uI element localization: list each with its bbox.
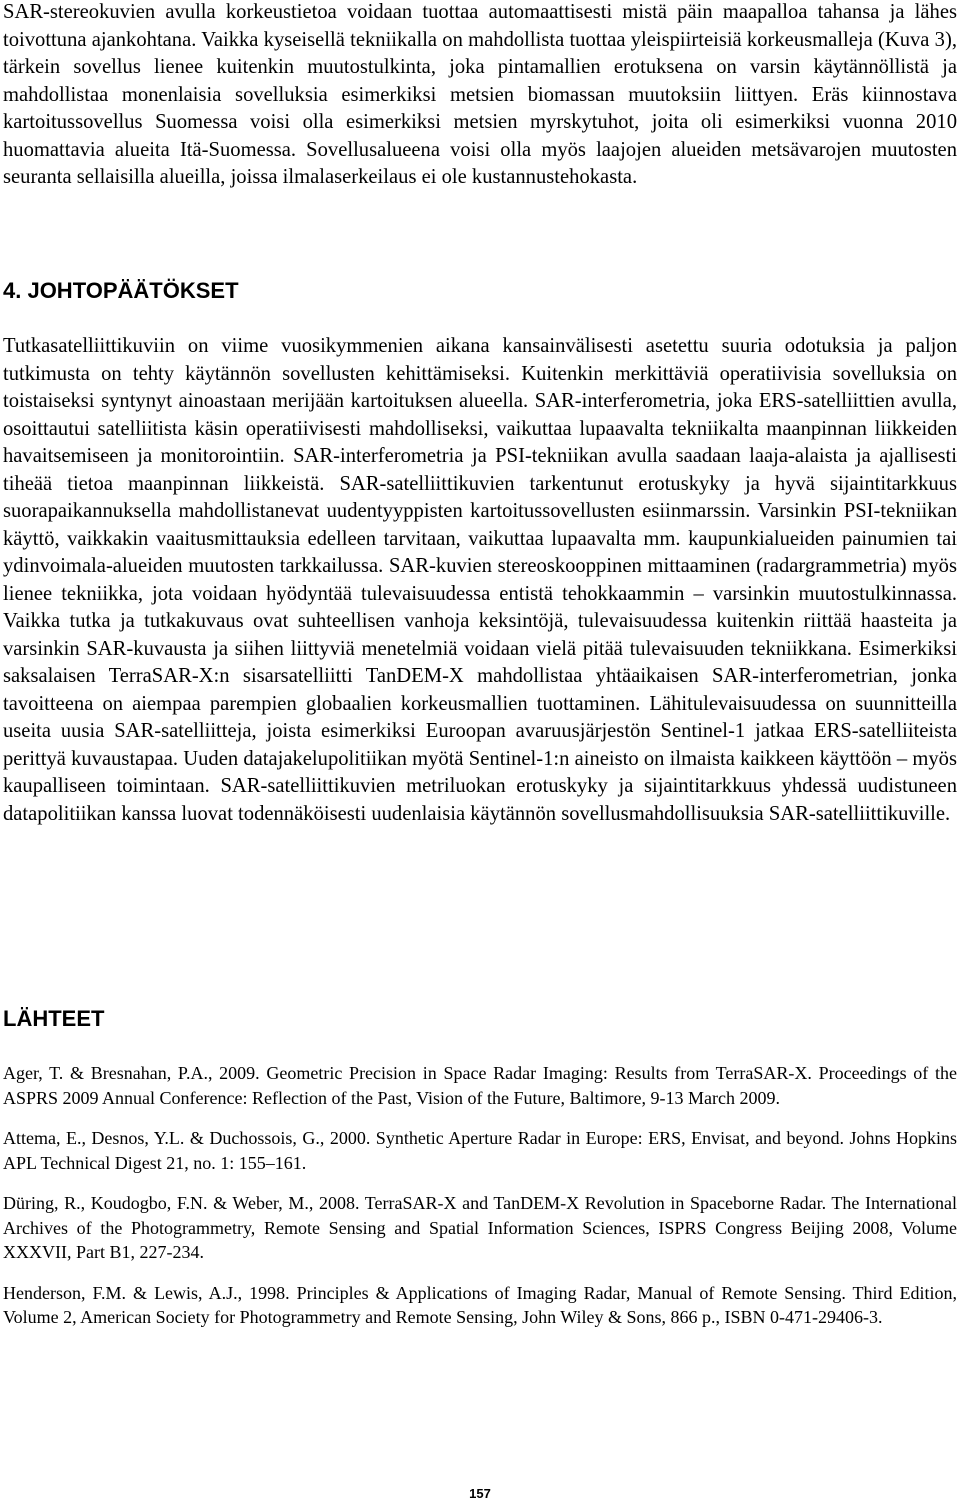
intro-paragraph: SAR-stereokuvien avulla korkeustietoa voidaan tuottaa automaattisesti mistä päin maapalloa tahansa ja lähes toivottuna ajankohtana. Vaikka kyseisellä tekniikalla on mahdollista tuottaa yleispiirteisiä korkeusmalleja (Kuva 3), tärkein sovellus lienee kuitenkin muutostulkinta, joka pintamallien erotuksena on varsin käytännöllistä ja mahdollistaa monenlaisia sovelluksia esimerkiksi metsien biomassan muutoksiin liittyen. Eräs kiinnostava kartoitussovellus Suomessa voisi olla esimerkiksi metsien myrskytuhot, joita oli esimerkiksi vuonna 2010 huomattavia alueita Itä-Suomessa. Sovellusalueena voisi olla myös laajojen alueiden metsävarojen muutosten seuranta sellaisilla alueilla, joissa ilmalaserkeilaus ei ole kustannustehokasta. (3, 1, 957, 188)
references-list (3, 1061, 957, 1346)
reference-item: Düring, R., Koudogbo, F.N. & Weber, M., 2008. TerraSAR-X and TanDEM-X Revolution in Spaceborne Radar. The International Archives of the Photogrammetry, Remote Sensing and Spatial Information Sciences, ISPRS Congress Beijing 2008, Volume XXXVII, Part B1, 227-234. (3, 1193, 957, 1262)
reference-item: Attema, E., Desnos, Y.L. & Duchossois, G., 2000. Synthetic Aperture Radar in Europe: ERS, Envisat, and beyond. Johns Hopkins APL Technical Digest 21, no. 1: 155–161. (3, 1128, 957, 1173)
reference-item: Henderson, F.M. & Lewis, A.J., 1998. Principles & Applications of Imaging Radar, Manual of Remote Sensing. Third Edition, Volume 2, American Society for Photogrammetry and Remote Sensing, John Wiley & Sons, 866 p., ISBN 0-471-29406-3. (3, 1282, 957, 1327)
references-heading: LÄHTEET (3, 1006, 105, 1031)
reference-item: Ager, T. & Bresnahan, P.A., 2009. Geometric Precision in Space Radar Imaging: Results from TerraSAR-X. Proceedings of the ASPRS 2009 Annual Conference: Reflection of the Past, Vision of the Future, Baltimore, 9-13 March 2009. (3, 1063, 957, 1108)
conclusions-paragraph: Tutkasatelliittikuviin on viime vuosikymmenien aikana kansainvälisesti asetettu suuria odotuksia ja paljon tutkimusta on tehty käytännön sovellusten kehittämiseksi. Kuitenkin merkittäviä operatiivisia sovelluksia on toistaiseksi syntynyt ainoastaan merijään kartoituksen alueella. SAR-interferometria, joka ERS-satelliittien avulla, osoittautui satelliitista käsin operatiivisesti mahdolliseksi, vaikuttaa lupaavalta tekniikalta maanpinnan liikkeiden havaitsemiseen ja monitorointiin. SAR-interferometria ja PSI-tekniikan avulla saadaan laaja-alaista ja ajallisesti tiheää tietoa maanpinnan liikkeistä. SAR-satelliittikuvien tarkentunut erotuskyky ja hyvä sijaintitarkkuus suorapaikannuksella mahdollistanevat uudentyyppisten kartoitussovellusten esiinmarssin. Varsinkin PSI-tekniikan käyttö, vaikkakin vaaitusmittauksia edelleen tarvitaan, vaikuttaa lupaavalta mm. kaupunkialueiden painumien tai ydinvoimala-alueiden muutosten tarkkailussa. SAR-kuvien stereoskooppinen mittaaminen (radargrammetria) myös lienee tekniikka, jota voidaan hyödyntää tulevaisuudessa entistä tehokkaammin – varsinkin muutostulkinnassa. Vaikka tutka ja tutkakuvaus ovat suhteellisen vanhoja keksintöjä, tulevaisuudessa kuitenkin riittää haasteita ja varsinkin SAR-kuvausta ja siihen liittyviä menetelmiä voidaan vielä pitää tulevaisuuden tekniikkana. Esimerkiksi saksalaisen TerraSAR-X:n sisarsatelliitti TanDEM-X mahdollistaa yhtäaikaisen SAR-interferometrian, jonka tavoitteena on aiempaa parempien globaalien korkeusmallien tuottaminen. Lähitulevaisuudessa on suunnitteilla useita uusia SAR-satelliitteja, joista esimerkiksi Euroopan avaruusjärjestön Sentinel-1 jatkaa ERS-satelliiteista perittyä kuvaustapaa. Uuden datajakelupolitiikan myötä Sentinel-1:n aineisto on ilmaista kaikkeen käyttöön – myös kaupalliseen toimintaan. SAR-satelliittikuvien metriluokan erotuskyky ja sijaintitarkkuus yhdessä uudistuneen datapolitiikan kanssa luovat todennäköisesti uudenlaisia käytännön sovellusmahdollisuuksia SAR-satelliittikuville. (3, 335, 957, 825)
page-number: 157 (469, 1486, 491, 1501)
section-heading: 4. JOHTOPÄÄTÖKSET (3, 278, 239, 303)
